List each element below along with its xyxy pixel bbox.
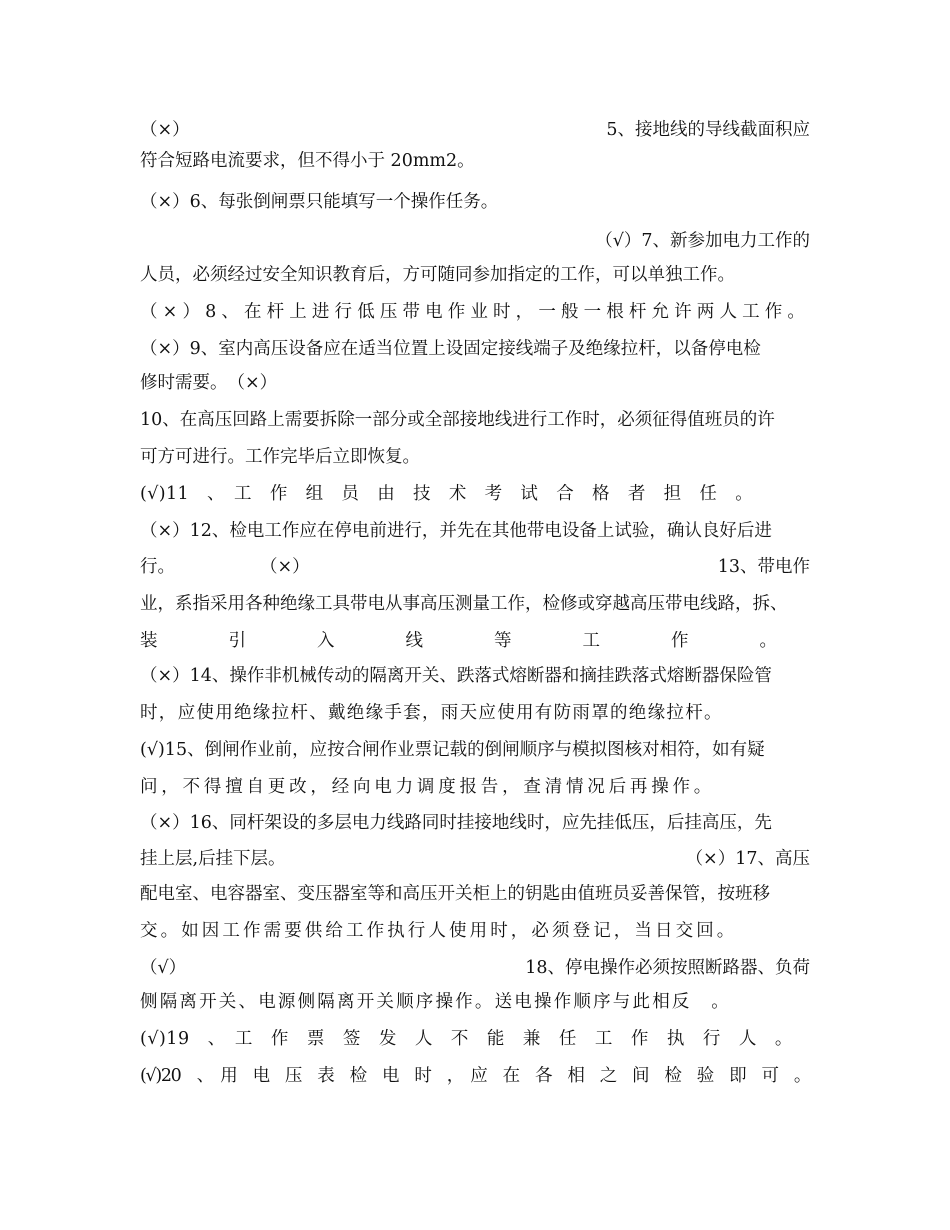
question-text: （×）8、在杆上进行低压带电作业时，一般一根杆允许两人工作。 xyxy=(140,302,810,322)
line-10 xyxy=(140,442,810,472)
question-text: （×）16、同杆架设的多层电力线路同时挂接地线时，应先挂低压，后挂高压，先 xyxy=(140,813,772,833)
line-14 xyxy=(140,589,810,619)
question-text: 侧隔离开关、电源侧隔离开关顺序操作。送电操作顺序与此相反 。 xyxy=(140,992,731,1012)
question-text: (√)19 、 工 作 票 签 发 人 不 能 兼 任 工 作 执 行 人 。 xyxy=(140,1029,793,1049)
question-text: （×）9、室内高压设备应在适当位置上设固定接线端子及绝缘拉杆，以备停电检 xyxy=(140,339,761,359)
question-text: 人员，必须经过安全知识教育后，方可随同参加指定的工作，可以单独工作。 xyxy=(140,265,735,285)
answer-mark: （×） xyxy=(260,557,310,577)
question-text: 修时需要。 （×） xyxy=(140,373,278,393)
question-text: （×）6、每张倒闸票只能填写一个操作任务。 xyxy=(140,192,499,212)
question-text: 配电室、电容器室、变压器室等和高压开关柜上的钥匙由值班员妥善保管，按班移 xyxy=(140,884,770,904)
line-7 xyxy=(140,334,810,364)
question-text: （×）12、检电工作应在停电前进行，并先在其他带电设备上试验，确认良好后进 xyxy=(140,521,772,541)
answer-mark: （√） xyxy=(140,958,187,978)
line-20 xyxy=(140,808,810,838)
line-17 xyxy=(140,698,810,728)
line-25 xyxy=(140,987,810,1017)
question-text: （×）14、操作非机械传动的隔离开关、跌落式熔断器和摘挂跌落式熔断器保险管 xyxy=(140,666,772,686)
question-text: 13、带电作 xyxy=(717,557,810,577)
line-16 xyxy=(140,661,810,691)
question-text: 装 引 入 线 等 工 作 。 xyxy=(140,631,778,651)
question-text: 时，应使用绝缘拉杆、戴绝缘手套，雨天应使用有防雨罩的绝缘拉杆。 xyxy=(140,703,723,723)
line-12 xyxy=(140,516,810,546)
line-18 xyxy=(140,735,810,765)
question-text: (√)15、倒闸作业前，应按合闸作业票记载的倒闸顺序与模拟图核对相符，如有疑 xyxy=(140,740,765,760)
line-1 xyxy=(140,115,810,145)
line-26 xyxy=(140,1024,810,1054)
question-text: 符合短路电流要求，但不得小于 20mm2。 xyxy=(140,151,475,171)
question-text: 行。 xyxy=(140,557,175,577)
question-text: 业，系指采用各种绝缘工具带电从事高压测量工作，检修或穿越高压带电线路，拆、 xyxy=(140,594,788,614)
line-3 xyxy=(140,187,810,217)
line-2 xyxy=(140,146,810,176)
line-15 xyxy=(140,626,810,656)
line-8 xyxy=(140,368,810,398)
line-24 xyxy=(140,953,810,983)
answer-mark: （×） xyxy=(140,120,190,140)
line-22 xyxy=(140,879,810,909)
question-text: 交。如因工作需要供给工作执行人使用时，必须登记，当日交回。 xyxy=(140,921,738,941)
question-text: 18、停电操作必须按照断路器、负荷 xyxy=(525,958,810,978)
line-5 xyxy=(140,260,810,290)
question-text: 10、在高压回路上需要拆除一部分或全部接地线进行工作时，必须征得值班员的许 xyxy=(140,410,775,430)
line-21 xyxy=(140,844,810,874)
line-6 xyxy=(140,297,810,327)
question-text: (√)11 、 工 作 组 员 由 技 术 考 试 合 格 者 担 任 。 xyxy=(140,484,754,504)
line-4 xyxy=(140,226,810,256)
line-23 xyxy=(140,916,810,946)
line-19 xyxy=(140,772,810,802)
question-text: 问，不得擅自更改，经向电力调度报告，查清情况后再操作。 xyxy=(140,777,716,797)
line-9 xyxy=(140,405,810,435)
question-text: (√)20 、 用 电 压 表 检 电 时 ， 应 在 各 相 之 间 检 验 即 可 。 xyxy=(140,1066,810,1086)
question-text: （√）7、新参加电力工作的 xyxy=(595,231,810,251)
line-11 xyxy=(140,479,810,509)
line-13 xyxy=(140,552,810,582)
question-text: 挂上层,后挂下层。 xyxy=(140,849,286,869)
question-text: 可方可进行。工作完毕后立即恢复。 xyxy=(140,447,420,467)
line-27 xyxy=(140,1061,810,1091)
question-text: 5、接地线的导线截面积应 xyxy=(606,120,810,140)
question-text: （×）17、高压 xyxy=(685,849,810,869)
